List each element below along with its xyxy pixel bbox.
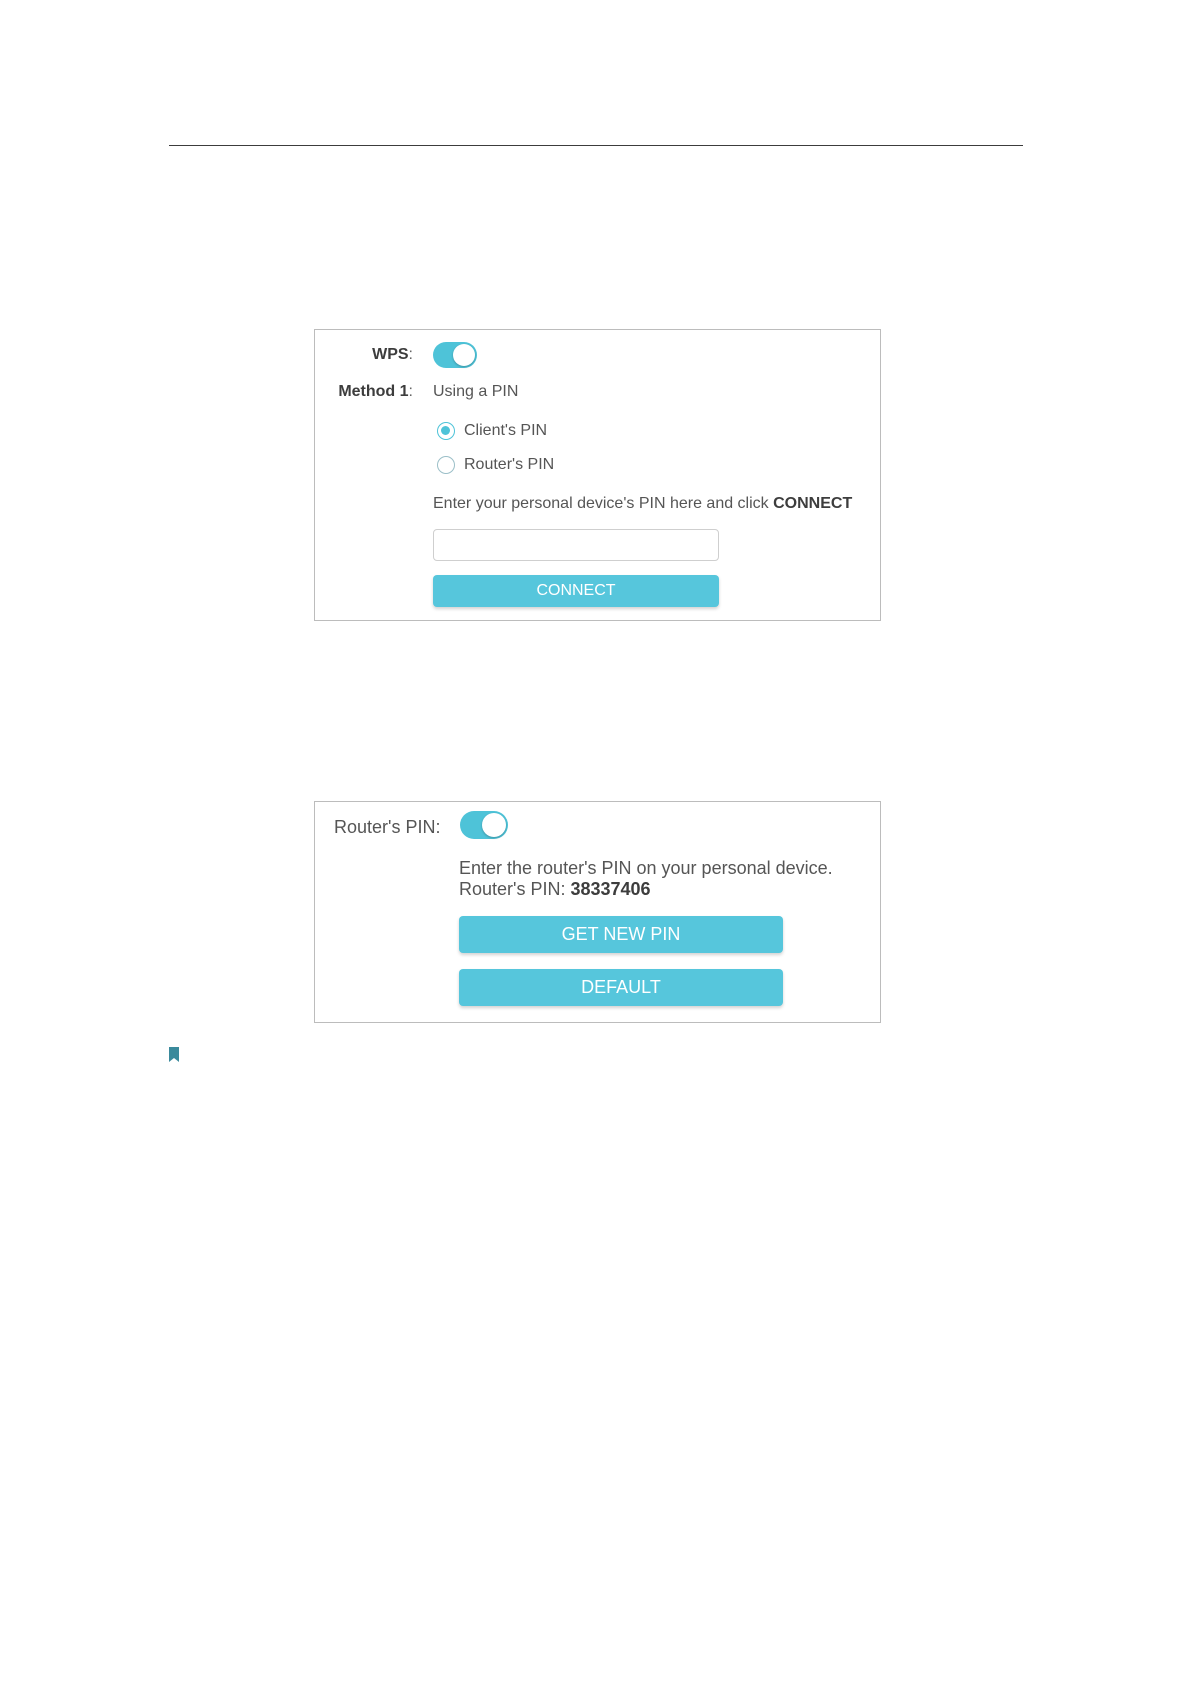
router-pin-toggle[interactable] xyxy=(460,811,508,839)
method-value: Using a PIN xyxy=(433,383,519,400)
wps-toggle[interactable] xyxy=(433,342,477,368)
radio-label-clients-pin: Client's PIN xyxy=(464,422,548,439)
connect-button[interactable]: CONNECT xyxy=(433,575,719,607)
router-pin-line: Router's PIN: 38337406 xyxy=(459,879,651,899)
radio-routers-pin[interactable] xyxy=(437,456,455,474)
toggle-knob xyxy=(453,344,475,366)
radio-label-routers-pin: Router's PIN xyxy=(464,456,555,473)
router-pin-instruction: Enter the router's PIN on your personal device. xyxy=(459,858,833,878)
header-divider xyxy=(169,145,1023,146)
default-button[interactable]: DEFAULT xyxy=(459,969,783,1006)
router-pin-value: 38337406 xyxy=(570,879,651,899)
radio-clients-pin[interactable] xyxy=(437,422,455,440)
bookmark-icon xyxy=(169,1047,179,1062)
method-label: Method 1: xyxy=(338,383,413,400)
get-new-pin-button[interactable]: GET NEW PIN xyxy=(459,916,783,953)
pin-instruction: Enter your personal device's PIN here and click CONNECT xyxy=(433,495,853,512)
toggle-knob xyxy=(482,813,506,837)
router-pin-panel xyxy=(314,801,881,1023)
pin-input[interactable] xyxy=(433,529,719,561)
router-pin-label: Router's PIN: xyxy=(334,817,441,837)
wps-label: WPS: xyxy=(372,346,413,363)
wps-panel xyxy=(314,329,881,621)
